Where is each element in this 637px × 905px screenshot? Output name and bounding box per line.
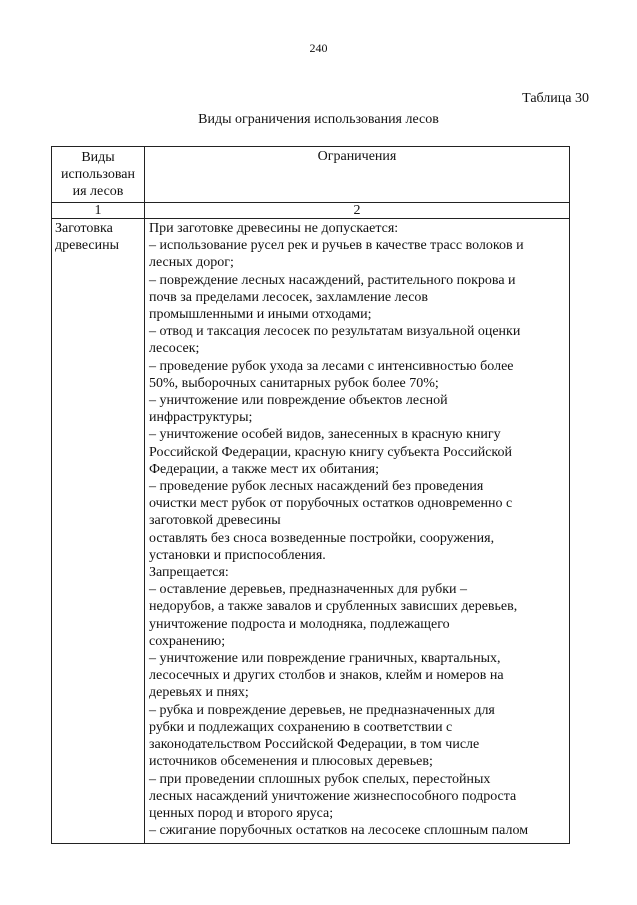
restriction-line: уничтожение подроста и молодняка, подлежащего [149,616,450,632]
restrictions-cell [145,219,570,844]
restriction-line: Федерации, а также мест их обитания; [149,461,380,477]
column-number-row [52,203,570,219]
restriction-line: очистки мест рубок от порубочных остатков одновременно с [149,496,513,512]
column-number-2: 2 [145,203,570,219]
restriction-line: заготовкой древесины [149,513,281,529]
restriction-line: – оставление деревьев, предназначенных для рубки – [149,582,468,598]
restriction-line: установки и приспособления. [149,547,326,563]
forest-use-type-cell [52,219,145,844]
page-number: 240 [309,41,328,55]
restriction-line: почв за пределами лесосек, захламление лесов [149,289,429,305]
table-row [52,219,570,844]
restriction-line: рубки и подлежащих сохранению в соответствии с [149,719,453,735]
restriction-line: лесосечных и других столбов и знаков, клейм и номеров на [149,668,504,684]
restriction-line: – проведение рубок ухода за лесами с интенсивностью более [149,358,514,374]
restriction-line: лесосек; [149,341,200,357]
header-line: ия лесов [72,184,124,199]
restriction-line: Запрещается: [149,565,229,581]
restriction-line: – при проведении сплошных рубок спелых, перестойных [149,771,491,787]
restriction-line: ценных пород и второго яруса; [149,805,334,821]
restriction-line: Российской Федерации, красную книгу субъекта Российской [149,444,513,460]
header-forest-use-types [52,147,145,203]
restriction-line: – рубка и повреждение деревьев, не предназначенных для [149,702,495,718]
type-line: Заготовка [55,221,113,236]
restriction-line: законодательством Российской Федерации, в том числе [149,737,480,753]
restriction-line: недорубов, а также завалов и срубленных зависших деревьев, [149,599,518,615]
restriction-line: – уничтожение особей видов, занесенных в красную книгу [149,427,501,443]
restriction-line: лесных дорог; [149,255,234,271]
restriction-line: лесных насаждений уничтожение жизнеспособного подроста [149,788,517,804]
table-header-row [52,147,570,203]
restriction-line: – использование русел рек и ручьев в качестве трасс волоков и [149,238,524,254]
restriction-line: – уничтожение или повреждение граничных, квартальных, [149,651,501,667]
restriction-line: 50%, выборочных санитарных рубок более 70%; [149,375,439,391]
column-number-1: 1 [52,203,145,219]
restriction-line: инфраструктуры; [149,410,253,426]
header-line: Виды [81,150,115,165]
table-label: Таблица 30 [522,91,589,106]
restriction-line: – сжигание порубочных остатков на лесосеке сплошным палом [149,823,529,839]
restriction-line: При заготовке древесины не допускается: [149,221,399,236]
restriction-line: – повреждение лесных насаждений, растительного покрова и [149,272,516,288]
table-title: Виды ограничения использования лесов [198,112,439,127]
header-line: использован [61,167,135,182]
restriction-line: оставлять без сноса возведенные постройки, сооружения, [149,530,495,546]
restriction-line: сохранению; [149,633,226,649]
restriction-line: деревьях и пнях; [149,685,249,701]
restriction-line: – отвод и таксация лесосек по результатам визуальной оценки [149,324,521,340]
header-restrictions: Ограничения [145,147,570,203]
restriction-line: – проведение рубок лесных насаждений без проведения [149,479,484,495]
restrictions-table [51,146,570,844]
restriction-line: источников обсеменения и плюсовых деревьев; [149,754,433,770]
restriction-line: – уничтожение или повреждение объектов лесной [149,393,448,409]
restriction-line: промышленными и иными отходами; [149,307,372,323]
type-line: древесины [55,238,120,254]
